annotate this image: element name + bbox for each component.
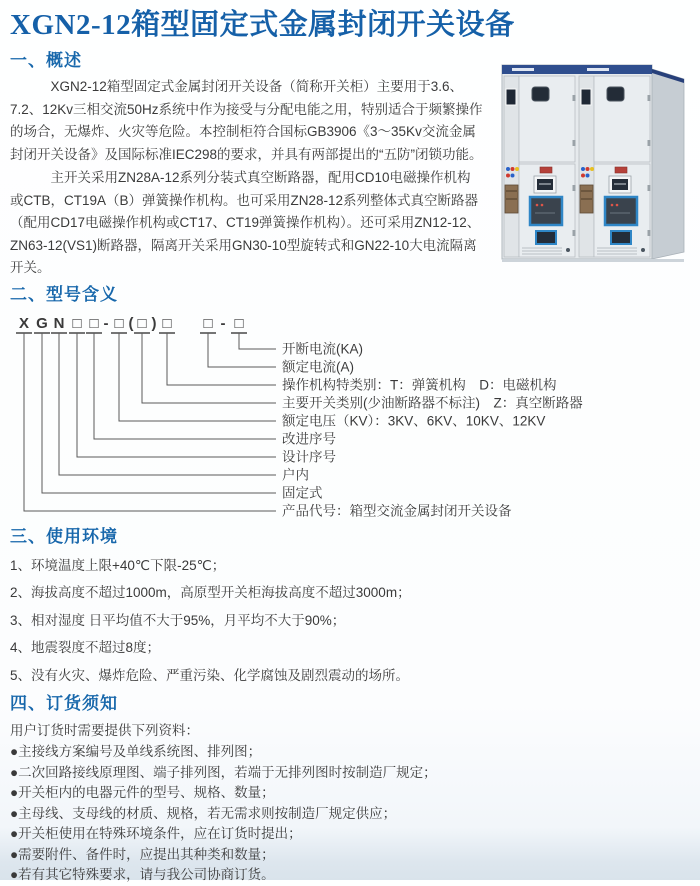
ordering-heading: 四、订货须知 <box>10 694 118 713</box>
cabinet-side-panel <box>652 69 684 259</box>
model-code-char: ( <box>128 314 134 332</box>
model-code-char: □ <box>137 314 147 332</box>
model-code-char: □ <box>203 314 213 332</box>
overview-paragraph-2: 主开关采用ZN28A-12系列分装式真空断路器，配用CD10电磁操作机构或CTB，CT19A（B）弹簧操作机构。也可采用ZN28-12系列整体式真空断路器（配用CD17电磁操作机构或CT17、CT19弹簧操作机构）。还可采用ZN12-12、ZN63-12(VS1)断路器，隔离开关采用GN30-10型旋转式和GN22-10大电流隔离开关。 <box>10 170 481 275</box>
environment-item: 1、环境温度上限+40℃下限-25℃； <box>10 557 226 573</box>
model-code-diagram <box>10 310 690 522</box>
model-code-char: N <box>53 314 65 332</box>
model-code-char: ) <box>151 314 157 332</box>
model-code-char: G <box>36 314 48 332</box>
ordering-item: ●主接线方案编号及单线系统图、排列图； <box>10 744 262 759</box>
model-code-char: □ <box>234 314 244 332</box>
section-environment <box>10 525 690 690</box>
model-code-char: - <box>103 314 109 332</box>
model-code-char: □ <box>89 314 99 332</box>
environment-item: 5、没有火灾、爆炸危险、严重污染、化学腐蚀及剧烈震动的场所。 <box>10 667 410 683</box>
model-code-char: □ <box>162 314 172 332</box>
ordering-item: ●主母线、支母线的材质、规格，若无需求则按制造厂规定供应； <box>10 805 397 821</box>
model-label-design-serial: 设计序号 <box>282 449 336 464</box>
model-label-indoor: 户内 <box>282 467 309 482</box>
cabinet-bay-2 <box>579 76 651 257</box>
page-title: XGN2-12箱型固定式金属封闭开关设备 <box>10 9 515 41</box>
cabinet-base-shadow <box>502 259 684 262</box>
switchgear-cabinets-illustration <box>490 45 690 277</box>
model-label-improvement-serial: 改进序号 <box>282 431 336 446</box>
environment-heading: 三、使用环境 <box>10 526 118 546</box>
ordering-intro: 用户订货时需要提供下列资料： <box>10 723 199 738</box>
ordering-item: ●开关柜内的电器元件的型号、规格、数量； <box>10 785 275 800</box>
model-label-product-code: 产品代号：箱型交流金属封闭开关设备 <box>282 503 512 518</box>
overview-heading: 一、概述 <box>10 51 82 70</box>
environment-item: 2、海拔高度不超过1000m，高原型开关柜海拔高度不超过3000m； <box>10 585 411 600</box>
model-code-char: □ <box>114 314 124 332</box>
model-label-fixed-type: 固定式 <box>282 485 323 500</box>
model-label-operating-mechanism: 操作机构特类别：T：弹簧机构 D：电磁机构 <box>282 377 557 392</box>
ordering-item: ●若有其它特殊要求，请与我公司协商订货。 <box>10 867 275 882</box>
ordering-item: ●需要附件、备件时，应提出其种类和数量； <box>10 846 275 862</box>
model-label-breaking-current: 开断电流(KA) <box>282 341 363 356</box>
environment-item: 3、相对湿度 日平均值不大于95%，月平均不大于90%； <box>10 612 346 628</box>
model-label-rated-voltage: 额定电压（KV）：3KV、6KV、10KV、12KV <box>282 413 546 428</box>
section-ordering <box>10 692 690 886</box>
model-code-char: □ <box>72 314 82 332</box>
model-label-rated-current: 额定电流(A) <box>282 359 354 374</box>
model-code-connectors <box>24 333 276 511</box>
cabinet-header-label <box>587 68 609 71</box>
model-label-main-switch-type: 主要开关类别(少油断路器不标注) Z：真空断路器 <box>282 395 583 410</box>
switchgear-photo <box>490 45 690 277</box>
cabinet-header-label <box>512 68 534 71</box>
environment-item: 4、地震裂度不超过8度； <box>10 640 161 655</box>
ordering-item: ●二次回路接线原理图、端子排列图，若端于无排列图时按制造厂规定； <box>10 764 437 780</box>
cabinet-bay-1 <box>504 76 576 257</box>
model-code-char: - <box>220 314 226 332</box>
ordering-item: ●开关柜使用在特殊环境条件，应在订货时提出； <box>10 826 302 841</box>
model-code-char: X <box>18 314 30 332</box>
model-heading: 二、型号含义 <box>10 284 118 304</box>
section-model-meaning <box>10 283 690 522</box>
overview-paragraph-1: XGN2-12箱型固定式金属封闭开关设备（简称开关柜）主要用于3.6、7.2、12Kv三相交流50Hz系统中作为接受与分配电能之用，特别适合于频繁操作的场合，无爆炸、火灾等危险。本控制柜符合国标GB3906《3～35Kv交流金属封闭开关设备》及国际标准IEC298的要求，并具有两部提出的“五防”闭锁功能。 <box>10 79 483 162</box>
